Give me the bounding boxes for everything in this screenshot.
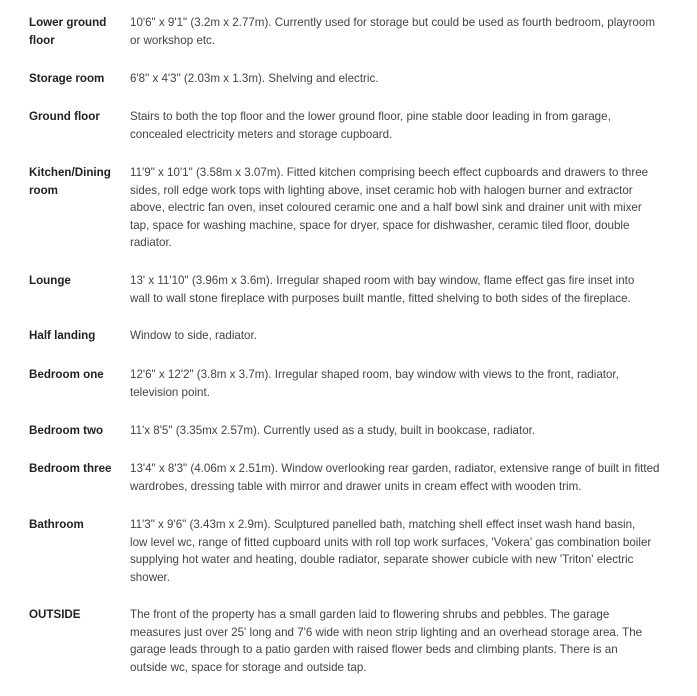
room-description-line: 11'9" x 10'1" (3.58m x 3.07m). Fitted kitchen comprising beech effect cupboards and drawers to three <box>130 166 649 179</box>
room-description-line: television point. <box>130 385 210 399</box>
room-description <box>130 70 690 88</box>
room-label <box>29 516 121 534</box>
room-description-line: wall to wall stone fireplace with purposes built mantle, fitted shelving to both sides of the fireplace. <box>130 291 631 305</box>
room-description-line: 11'x 8'5" (3.35mx 2.57m). Currently used as a study, built in bookcase, radiator. <box>130 424 536 437</box>
room-description <box>130 516 690 586</box>
room-label-line: OUTSIDE <box>29 608 81 621</box>
room-description-line: 12'6" x 12'2" (3.8m x 3.7m). Irregular shaped room, bay window with views to the front, radiator, <box>130 368 619 381</box>
room-description <box>130 272 690 307</box>
room-description-line: low level wc, range of fitted cupboard units with roll top work surfaces, 'Vokera' gas combination boiler <box>130 535 652 549</box>
room-label <box>29 606 121 624</box>
room-description-line: 6'8" x 4'3" (2.03m x 1.3m). Shelving and electric. <box>130 72 379 85</box>
room-label-line: Lower ground <box>29 16 107 29</box>
room-description-line: garage leads through to a patio garden with raised flower beds and climbing plants. There is an <box>130 643 618 656</box>
room-description <box>130 164 690 252</box>
room-label-line: Lounge <box>29 274 71 287</box>
room-label-line: Bathroom <box>29 518 84 531</box>
room-description <box>130 460 690 495</box>
room-description-line: supplying hot water and heating, double radiator, separate shower cubicle with new 'Triton' electric <box>130 553 634 566</box>
room-description-line: 13'4" x 8'3" (4.06m x 2.51m). Window overlooking rear garden, radiator, extensive range of built in fitted <box>130 462 660 475</box>
room-label <box>29 327 121 345</box>
room-description <box>130 108 690 143</box>
room-description-line: sides, roll edge work tops with lighting above, inset ceramic hob with halogen burner and extractor <box>130 183 633 197</box>
room-label-line: room <box>29 183 58 197</box>
room-description-line: 10'6" x 9'1" (3.2m x 2.77m). Currently used for storage but could be used as fourth bedroom, playroom <box>130 16 655 29</box>
room-description-line: tap, space for washing machine, space for dryer, space for dishwasher, ceramic tiled floor, double <box>130 218 630 232</box>
room-description <box>130 422 690 440</box>
room-label <box>29 14 121 49</box>
room-description-line: radiator. <box>130 236 172 249</box>
room-label-line: Bedroom two <box>29 424 104 437</box>
room-description-line: measures just over 25' long and 7'6 wide with neon strip lighting and an overhead storage area. The <box>130 625 643 639</box>
room-description-line: Stairs to both the top floor and the lower ground floor, pine stable door leading in from garage, <box>130 110 611 123</box>
room-description-line: above, electric fan oven, inset coloured ceramic one and a half bowl sink and drainer unit with mixer <box>130 201 642 214</box>
room-label <box>29 272 121 290</box>
room-label-line: Bedroom one <box>29 368 104 381</box>
room-label-line: Bedroom three <box>29 462 112 475</box>
room-label <box>29 164 121 199</box>
room-description-line: or workshop etc. <box>130 33 216 47</box>
room-label-line: Half landing <box>29 329 96 342</box>
room-label <box>29 422 121 440</box>
room-label-line: Ground floor <box>29 110 100 123</box>
room-description-line: 11'3" x 9'6" (3.43m x 2.9m). Sculptured panelled bath, matching shell effect inset wash hand basin, <box>130 518 636 531</box>
room-label <box>29 70 121 88</box>
room-label-line: Kitchen/Dining <box>29 166 111 179</box>
room-description <box>130 606 690 676</box>
room-description-line: concealed electricity meters and storage cupboard. <box>130 127 393 141</box>
room-description-line: wardrobes, dressing table with mirror and drawer units in cream effect with wooden trim. <box>130 479 582 493</box>
room-description <box>130 366 690 401</box>
room-label <box>29 366 121 384</box>
room-description <box>130 327 690 345</box>
room-description-line: outside wc, space for storage and outside tap. <box>130 660 367 674</box>
room-label-line: floor <box>29 33 55 47</box>
room-description-line: 13' x 11'10" (3.96m x 3.6m). Irregular shaped room with bay window, flame effect gas fire inset into <box>130 274 635 287</box>
room-label-line: Storage room <box>29 72 105 85</box>
room-label <box>29 460 121 478</box>
room-label <box>29 108 121 126</box>
room-description-line: shower. <box>130 570 170 584</box>
room-description-line: Window to side, radiator. <box>130 329 257 342</box>
room-description-line: The front of the property has a small garden laid to flowering shrubs and pebbles. The garage <box>130 608 610 621</box>
room-description <box>130 14 690 49</box>
